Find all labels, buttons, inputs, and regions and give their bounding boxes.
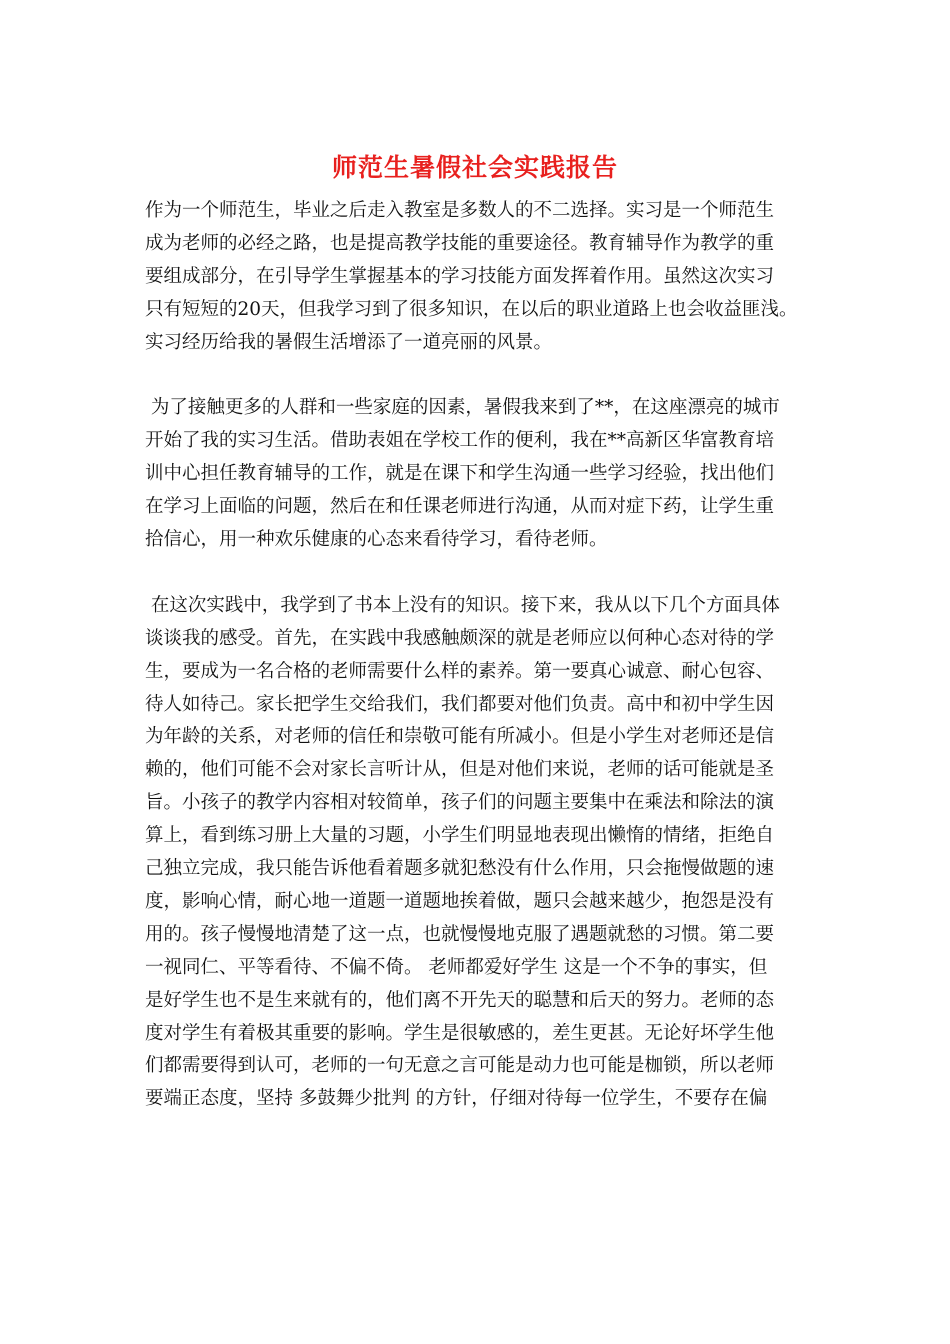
text-line: 作为一个师范生，毕业之后走入教室是多数人的不二选择。实习是一个师范生 [145,200,775,221]
text-line: 是好学生也不是生来就有的，他们离不开先天的聪慧和后天的努力。老师的态 [145,989,775,1011]
text-line: 度，影响心情，耐心地一道题一道题地挨着做，题只会越来越少，抱怨是没有 [145,890,775,912]
text-line: 拾信心，用一种欢乐健康的心态来看待学习，看待老师。 [145,529,608,550]
text-line: 算上，看到练习册上大量的习题，小学生们明显地表现出懒惰的情绪，拒绝自 [145,825,775,847]
text-line: 旨。小孩子的教学内容相对较简单，孩子们的问题主要集中在乘法和除法的演 [145,792,775,814]
text-line [145,361,825,391]
text-line: 在学习上面临的问题，然后在和任课老师进行沟通，从而对症下药，让学生重 [145,496,775,518]
text-line: 要端正态度，坚持 多鼓舞少批判 的方针，仔细对待每一位学生，不要存在偏 [145,1088,768,1110]
text-line: 开始了我的实习生活。借助表姐在学校工作的便利，我在**高新区华富教育培 [145,430,775,452]
text-line: 为年龄的关系，对老师的信任和崇敬可能有所减小。但是小学生对老师还是信 [145,726,775,748]
text-line: 成为老师的必经之路，也是提高教学技能的重要途径。教育辅导作为教学的重 [145,232,775,254]
text-line: 己独立完成，我只能告诉他看着题多就犯愁没有什么作用，只会拖慢做题的速 [145,858,775,879]
text-line: 只有短短的20天，但我学习到了很多知识，在以后的职业道路上也会收益匪浅。 [145,298,798,320]
text-line: 赖的，他们可能不会对家长言听计从，但是对他们来说，老师的话可能就是圣 [145,759,775,781]
text-line: 为了接触更多的人群和一些家庭的因素，暑假我来到了**，在这座漂亮的城市 [145,397,780,419]
text-line: 一视同仁、平等看待、不偏不倚。 老师都爱好学生 这是一个不争的事实，但 [145,956,768,978]
text-line: 生，要成为一名合格的老师需要什么样的素养。第一要真心诚意、耐心包容、 [145,660,775,682]
text-line: 实习经历给我的暑假生活增添了一道亮丽的风景。 [145,331,553,353]
text-line: 度对学生有着极其重要的影响。学生是很敏感的，差生更甚。无论好坏学生他 [145,1022,775,1044]
text-line: 待人如待己。家长把学生交给我们，我们都要对他们负责。高中和初中学生因 [145,693,775,715]
text-line: 们都需要得到认可，老师的一句无意之言可能是动力也可能是枷锁，所以老师 [145,1055,775,1077]
text-line: 在这次实践中，我学到了书本上没有的知识。接下来，我从以下几个方面具体 [145,594,780,616]
text-line: 用的。孩子慢慢地清楚了这一点，也就慢慢地克服了遇题就愁的习惯。第二要 [145,923,775,945]
text-line: 训中心担任教育辅导的工作，就是在课下和学生沟通一些学习经验，找出他们 [145,463,775,485]
document-title: 师范生暑假社会实践报告 [331,153,618,182]
text-line: 谈谈我的感受。首先，在实践中我感触颇深的就是老师应以何种心态对待的学 [145,627,775,649]
text-line [145,558,825,588]
text-line: 要组成部分，在引导学生掌握基本的学习技能方面发挥着作用。虽然这次实习 [145,265,775,287]
